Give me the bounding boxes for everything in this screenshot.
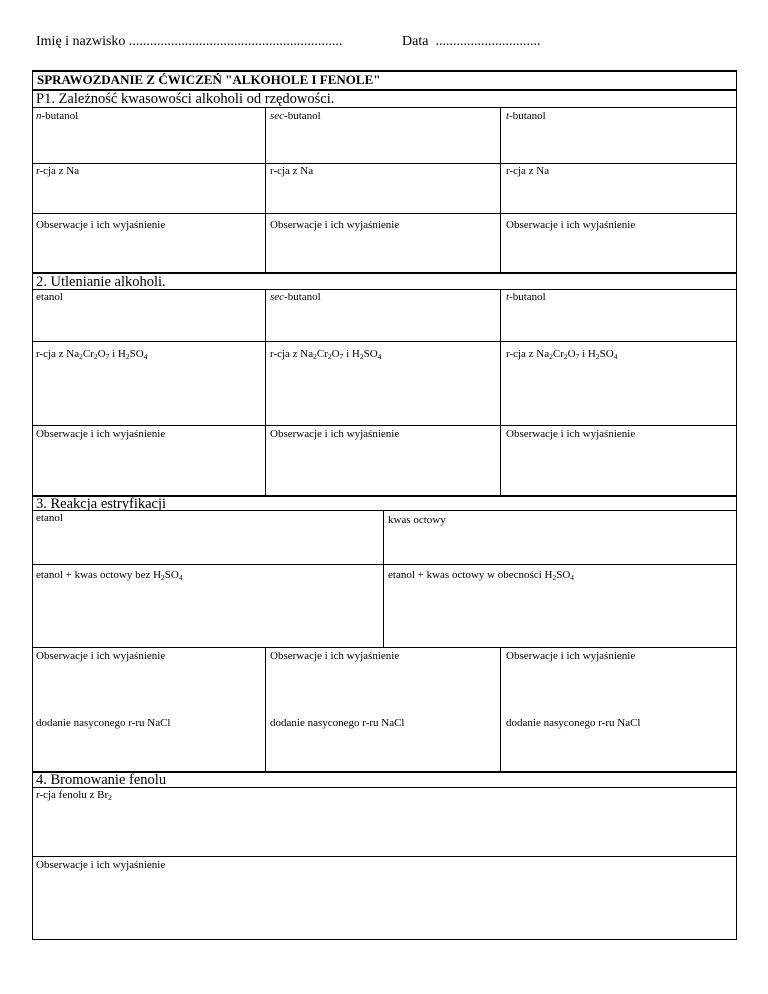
- s1-heading-rule: [32, 107, 737, 108]
- s3-no-acid-label: etanol + kwas octowy bez $H_2SO_4$: [36, 569, 183, 582]
- s4-reaction-label: r-cja fenolu z $Br_2$: [36, 789, 112, 802]
- s1-reaction-2: r-cja z Na: [270, 165, 314, 177]
- s2-col1-label: etanol: [36, 291, 63, 303]
- s1-row1-rule: [32, 163, 737, 164]
- s2-col2-label: sec-butanol: [270, 291, 321, 303]
- s2-reaction-2: r-cja z $Na_2Cr_2O_7$ i $H_2SO_4$: [270, 348, 382, 361]
- name-dots: .............................................................: [128, 34, 343, 49]
- name-label: Imię i nazwisko: [36, 34, 126, 49]
- s4-row1-rule: [32, 856, 737, 857]
- name-field[interactable]: [36, 34, 342, 50]
- s1-observations-2: Obserwacje i ich wyjaśnienie: [270, 219, 400, 231]
- s2-observations-3: Obserwacje i ich wyjaśnienie: [506, 428, 636, 440]
- s1-observations-3: Obserwacje i ich wyjaśnienie: [506, 219, 636, 231]
- s3-observations-1: Obserwacje i ich wyjaśnienie: [36, 650, 166, 662]
- s2-heading: 2. Utlenianie alkoholi.: [36, 274, 166, 290]
- s2-divider-1: [265, 289, 266, 495]
- s3-divider-mid: [383, 510, 384, 647]
- s1-heading: P1. Zależność kwasowości alkoholi od rzędowości.: [36, 91, 335, 107]
- s3-observations-3: Obserwacje i ich wyjaśnienie: [506, 650, 636, 662]
- s2-reaction-1: r-cja z $Na_2Cr_2O_7$ i $H_2SO_4$: [36, 348, 148, 361]
- s2-row1-rule: [32, 341, 737, 342]
- s2-row2-rule: [32, 425, 737, 426]
- s2-observations-2: Obserwacje i ich wyjaśnienie: [270, 428, 400, 440]
- s3-acid-label: kwas octowy: [388, 514, 446, 526]
- s1-col2-label: sec-butanol: [270, 110, 321, 122]
- s1-col1-label: n-butanol: [36, 110, 79, 122]
- s2-divider-2: [500, 289, 501, 495]
- s2-col3-label: t-butanol: [506, 291, 546, 303]
- date-field[interactable]: [402, 34, 540, 50]
- s4-heading: 4. Bromowanie fenolu: [36, 772, 167, 788]
- s1-reaction-3: r-cja z Na: [506, 165, 550, 177]
- s3-with-acid-label: etanol + kwas octowy w obecności $H_2SO_4$: [388, 569, 575, 582]
- s1-divider-1: [265, 107, 266, 272]
- s1-col3-label: t-butanol: [506, 110, 546, 122]
- s3-nacl-2: dodanie nasyconego r-ru NaCl: [270, 717, 405, 729]
- s1-observations-1: Obserwacje i ich wyjaśnienie: [36, 219, 166, 231]
- s2-observations-1: Obserwacje i ich wyjaśnienie: [36, 428, 166, 440]
- s2-reaction-3: r-cja z $Na_2Cr_2O_7$ i $H_2SO_4$: [506, 348, 618, 361]
- s3-observations-2: Obserwacje i ich wyjaśnienie: [270, 650, 400, 662]
- s3-nacl-3: dodanie nasyconego r-ru NaCl: [506, 717, 641, 729]
- s1-row2-rule: [32, 213, 737, 214]
- date-dots: ..............................: [435, 34, 541, 49]
- s1-reaction-1: r-cja z Na: [36, 165, 80, 177]
- s3-row1-rule: [32, 564, 737, 565]
- s1-divider-2: [500, 107, 501, 272]
- s3-heading: 3. Reakcja estryfikacji: [36, 496, 167, 512]
- s4-observations: Obserwacje i ich wyjaśnienie: [36, 859, 166, 871]
- s3-row2-rule: [32, 647, 737, 648]
- date-label: Data: [402, 34, 429, 49]
- s3-divider-2: [500, 647, 501, 771]
- s3-ethanol-label: etanol: [36, 512, 63, 524]
- s3-nacl-1: dodanie nasyconego r-ru NaCl: [36, 717, 171, 729]
- report-title: SPRAWOZDANIE Z ĆWICZEŃ "ALKOHOLE I FENOLE": [37, 72, 381, 87]
- s3-divider-1: [265, 647, 266, 771]
